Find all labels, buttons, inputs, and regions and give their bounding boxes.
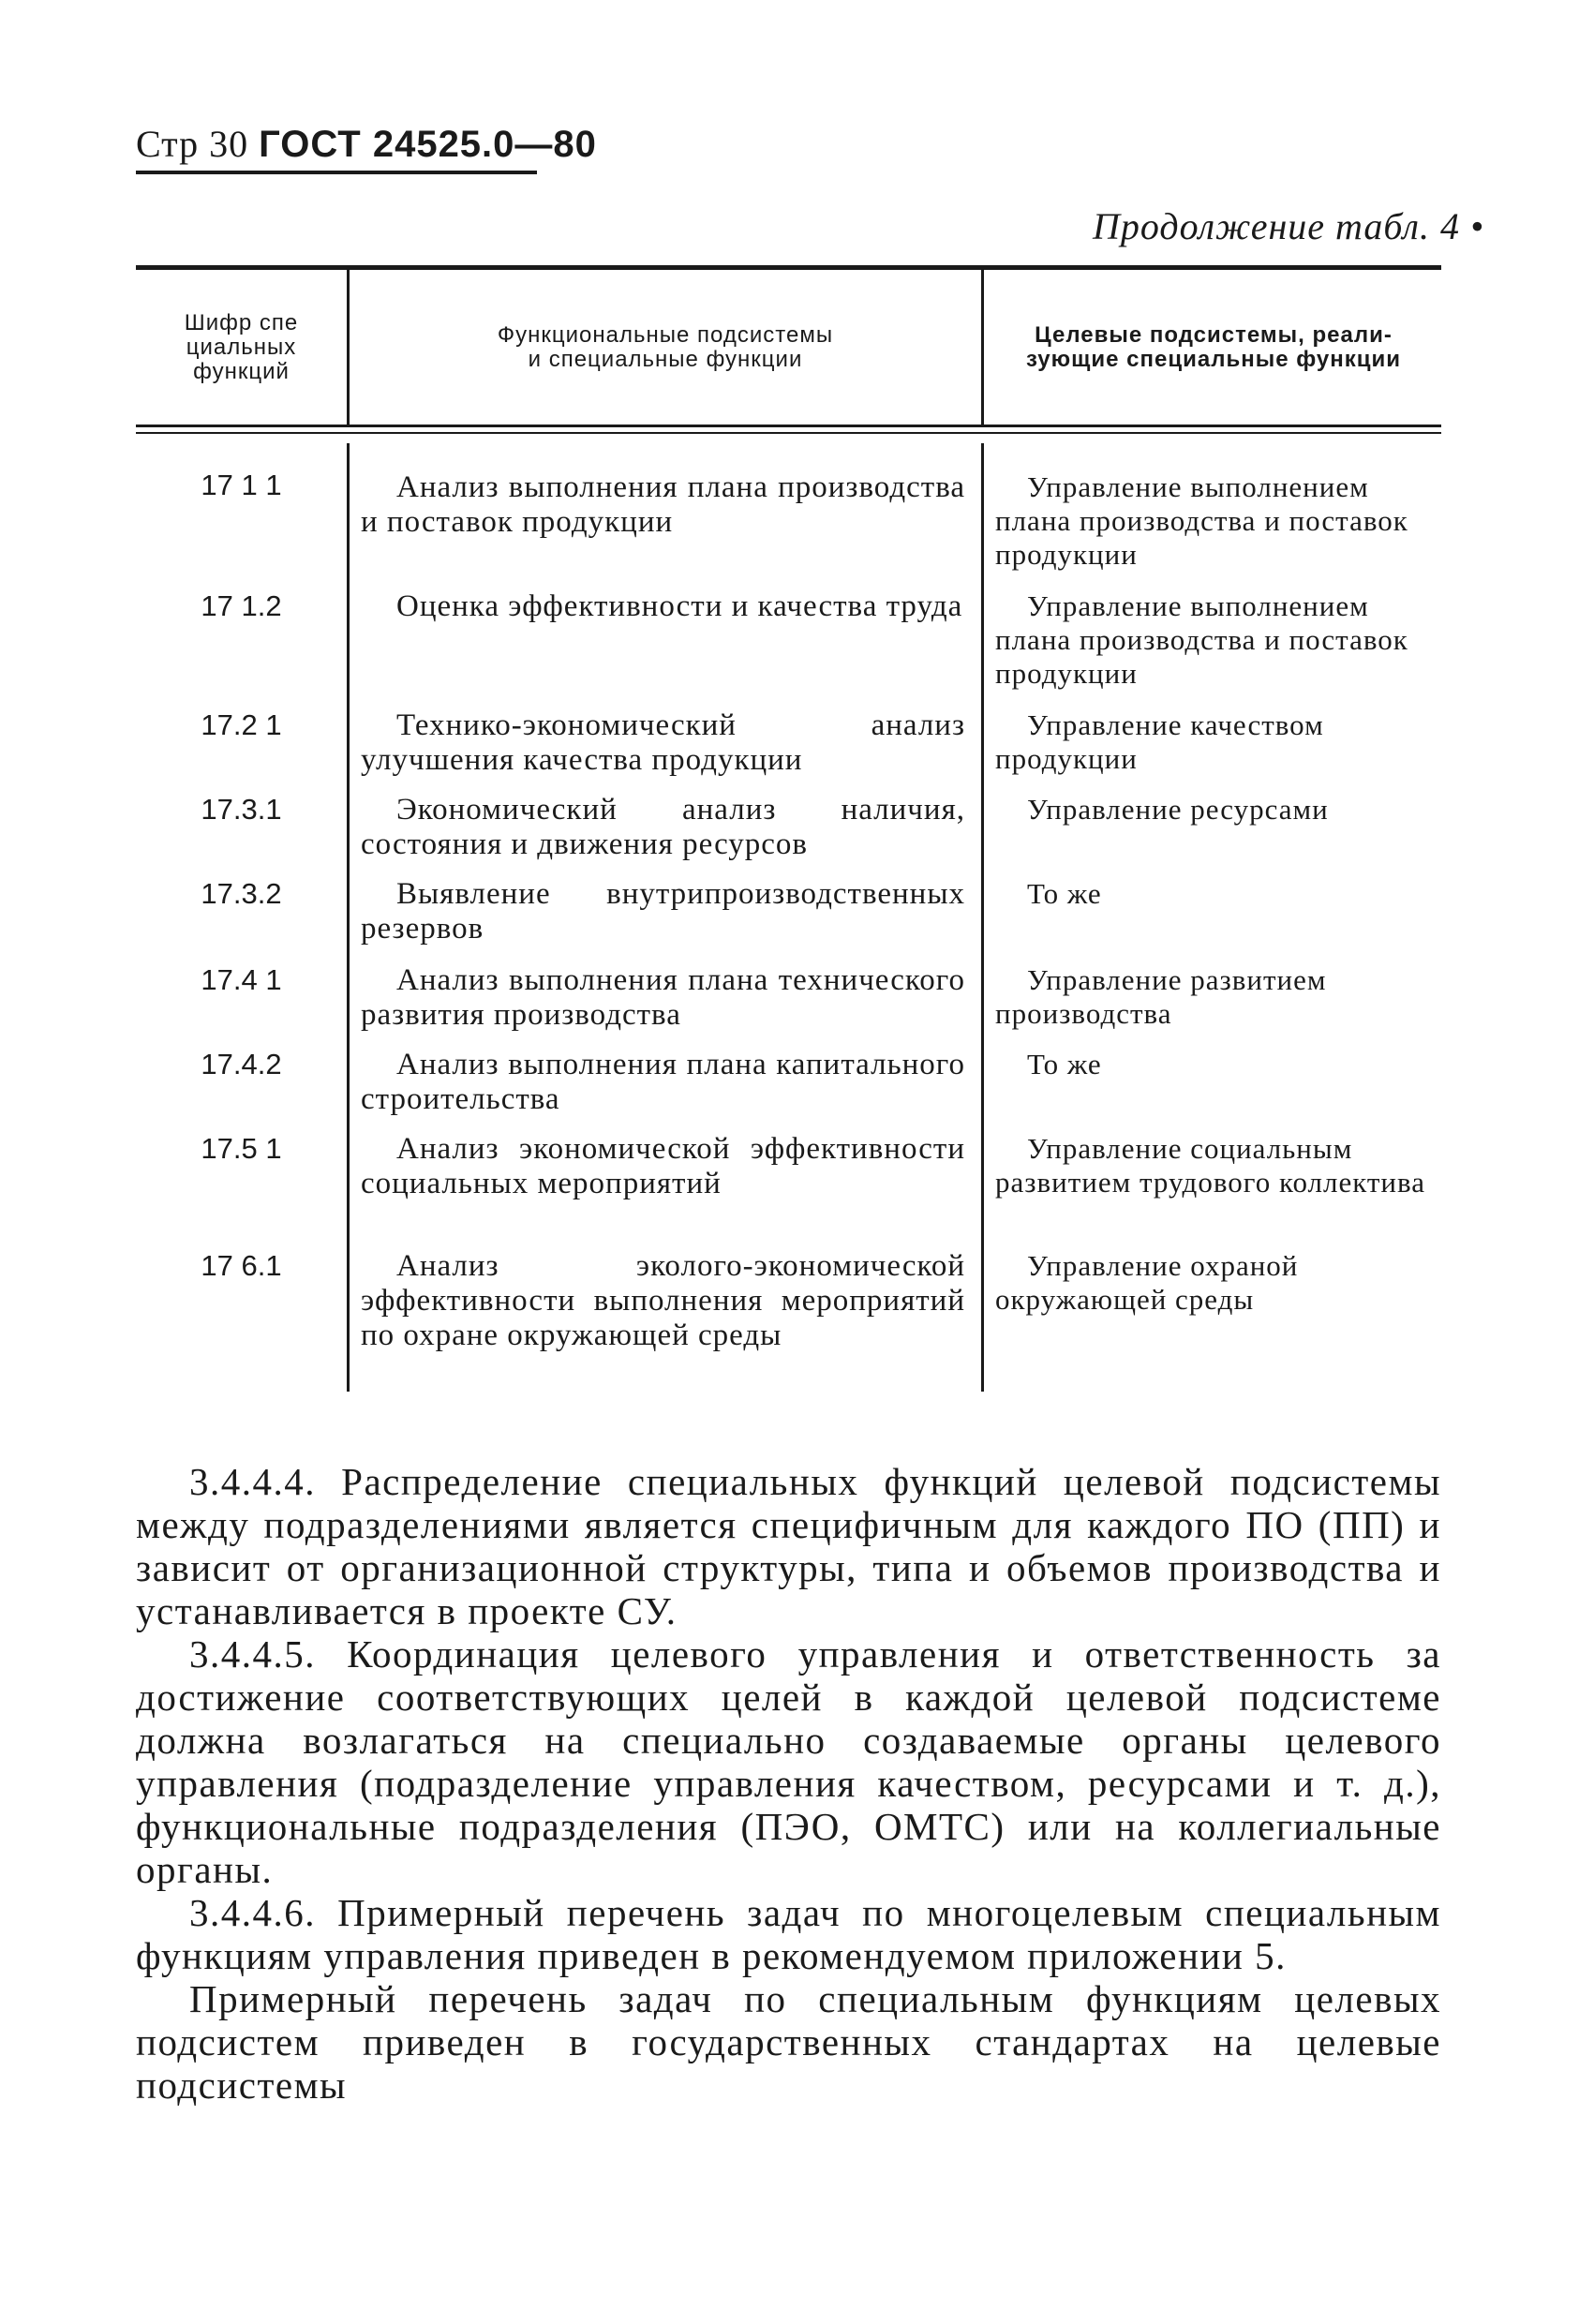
paragraph-note: Примерный перечень задач по специальным функциям целевых подсистем приведен в государственных стандартах на целевые подсистемы: [136, 1977, 1441, 2107]
row-target: Управление охраной окружающей среды: [995, 1249, 1299, 1316]
row-target: То же: [1027, 1048, 1102, 1080]
column-divider-1: [347, 270, 350, 425]
row-target: Управление социальным развитием трудового коллектива: [995, 1132, 1426, 1199]
column-header-code: Шифр спе циальных функций: [184, 310, 299, 384]
row-target: Управление качеством продукции: [995, 708, 1324, 775]
column-divider-2-body: [981, 443, 984, 1392]
row-code: 17.3.1: [201, 793, 282, 826]
row-code: 17 1 1: [201, 469, 282, 501]
row-function: Технико-экономический анализ улучшения качества продукции: [361, 708, 965, 777]
row-function: Анализ выполнения плана производства и поставок продукции: [361, 470, 965, 539]
row-code: 17.5 1: [201, 1132, 282, 1165]
row-function: Анализ выполнения плана капитального строительства: [361, 1048, 965, 1116]
page-label: Стр 30: [136, 123, 249, 165]
header-bottom-rule-2: [136, 432, 1441, 434]
header-rule: [136, 171, 537, 174]
column-divider-1-body: [347, 443, 350, 1392]
paragraph-3-4-4-5: 3.4.4.5. Координация целевого управления и ответственность за достижение соответствующих целей в каждой целевой подсистеме должна возлагаться на специально создаваемые органы целевого управления (подразделение управления качеством, ресурсами и т. д.), функциональные подразделения (ПЭО, ОМТС) или на коллегиальные органы.: [136, 1632, 1441, 1891]
row-function: Экономический анализ наличия, состояния и движения ресурсов: [361, 793, 965, 861]
row-function: Выявление внутрипроизводственных резервов: [361, 877, 965, 946]
row-target: Управление выполнением плана производства и поставок продукции: [995, 589, 1408, 690]
row-function: Оценка эффективности и качества труда: [396, 589, 963, 623]
row-function: Анализ выполнения плана технического развития производства: [361, 963, 965, 1032]
row-code: 17 1.2: [201, 589, 282, 622]
row-target: Управление ресурсами: [1027, 793, 1329, 826]
row-code: 17.2 1: [201, 708, 282, 741]
row-code: 17.3.2: [201, 877, 282, 910]
row-code: 17.4.2: [201, 1048, 282, 1080]
header-bottom-rule: [136, 425, 1441, 427]
row-code: 17 6.1: [201, 1249, 282, 1282]
page-header: [136, 122, 597, 166]
body-text: [136, 1460, 1441, 2107]
row-function: Анализ экономической эффективности социальных мероприятий: [361, 1132, 965, 1200]
row-function: Анализ эколого-экономической эффективности выполнения мероприятий по охране окружающей среды: [361, 1249, 965, 1352]
row-target: Управление развитием производства: [995, 963, 1327, 1030]
row-target: То же: [1027, 877, 1102, 910]
standard-title: ГОСТ 24525.0—80: [259, 124, 597, 165]
paragraph-3-4-4-4: 3.4.4.4. Распределение специальных функций целевой подсистемы между подразделениями является специфичным для каждого ПО (ПП) и зависит от организационной структуры, типа и объемов производства и устанавливается в проекте СУ.: [136, 1460, 1441, 1632]
table-continuation-label: Продолжение табл. 4 •: [1092, 205, 1484, 247]
row-target: Управление выполнением плана производства и поставок продукции: [995, 470, 1408, 571]
column-header-function: Функциональные подсистемы и специальные функции: [497, 322, 834, 372]
table-top-rule: [136, 265, 1441, 270]
paragraph-3-4-4-6: 3.4.4.6. Примерный перечень задач по многоцелевым специальным функциям управления приведен в рекомендуемом приложении 5.: [136, 1891, 1441, 1977]
column-header-target: Целевые подсистемы, реали- зующие специальные функции: [1025, 322, 1402, 372]
column-divider-2: [981, 270, 984, 425]
row-code: 17.4 1: [201, 963, 282, 996]
functions-table: [136, 262, 1441, 1392]
